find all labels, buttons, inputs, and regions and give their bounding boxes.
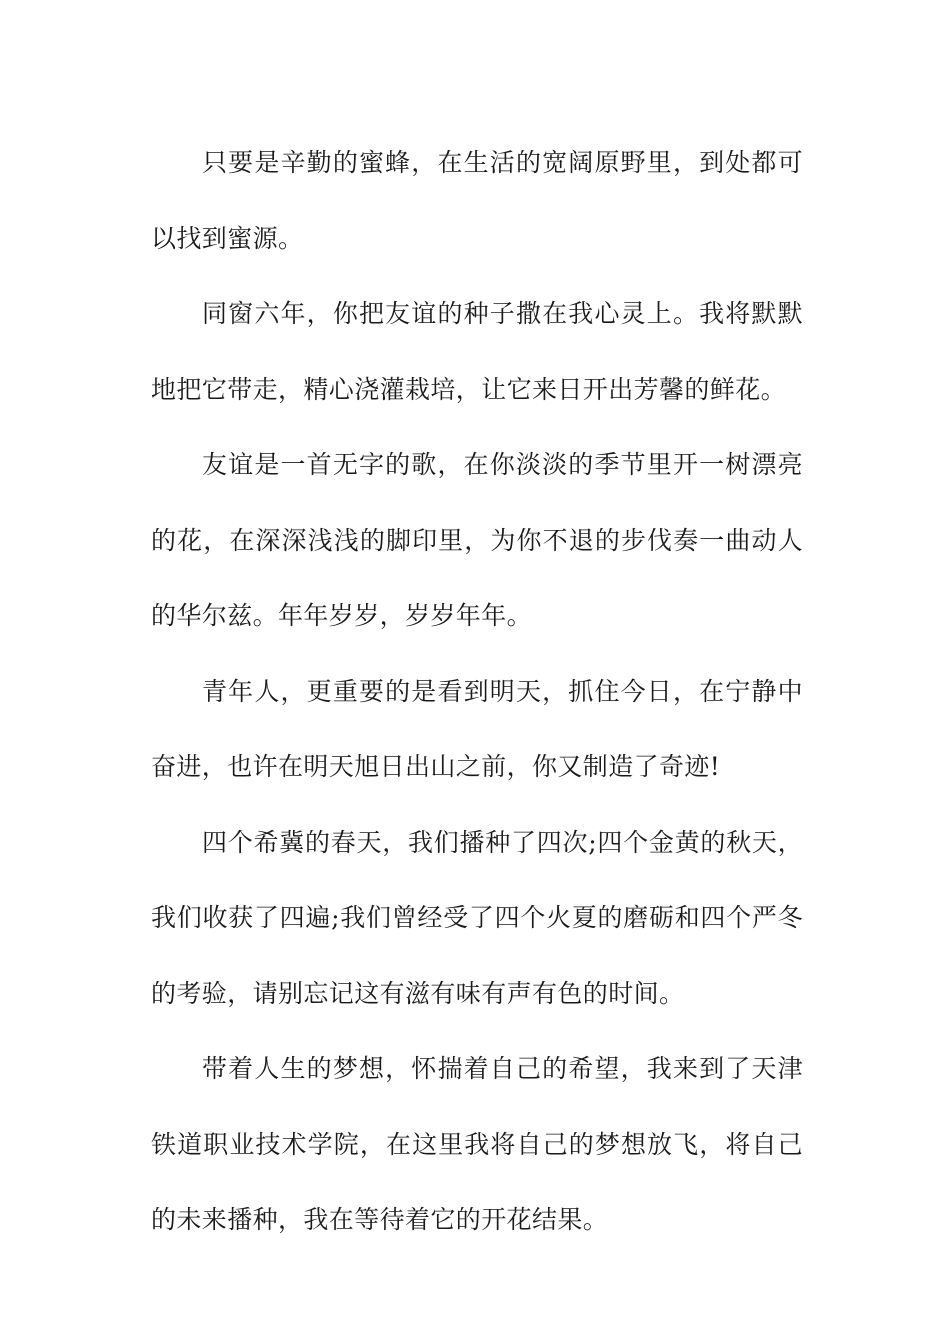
document-body [151,125,803,1258]
paragraph-6: 带着人生的梦想，怀揣着自己的希望，我来到了天津铁道职业技术学院，在这里我将自己的梦想放飞，将自己的未来播种，我在等待着它的开花结果。 [151,1054,803,1234]
paragraph-2: 同窗六年，你把友谊的种子撒在我心灵上。我将默默地把它带走，精心浇灌栽培，让它来日开出芳馨的鲜花。 [151,299,803,404]
paragraph-3: 友谊是一首无字的歌，在你淡淡的季节里开一树漂亮的花，在深深浅浅的脚印里，为你不退的步伐奏一曲动人的华尔兹。年年岁岁，岁岁年年。 [151,450,803,630]
paragraph-1: 只要是辛勤的蜜蜂，在生活的宽阔原野里，到处都可以找到蜜源。 [151,148,803,253]
paragraph-4: 青年人，更重要的是看到明天，抓住今日，在宁静中奋进，也许在明天旭日出山之前，你又制造了奇迹! [151,676,803,781]
paragraph-5: 四个希冀的春天，我们播种了四次;四个金黄的秋天，我们收获了四遍;我们曾经受了四个火夏的磨砺和四个严冬的考验，请别忘记这有滋有味有声有色的时间。 [151,827,803,1008]
